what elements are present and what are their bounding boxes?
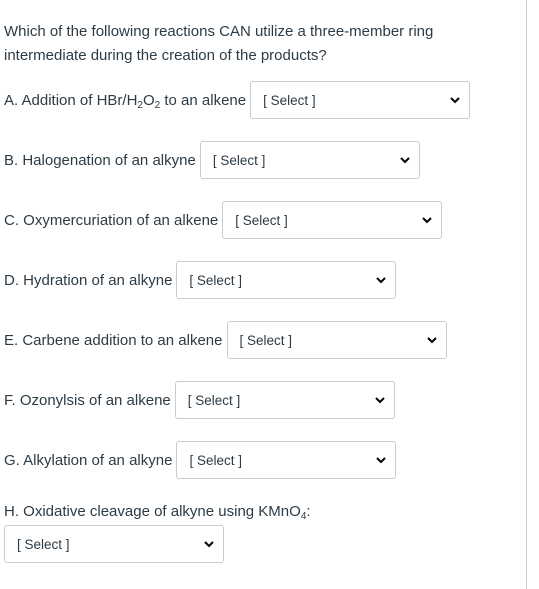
item-h-select[interactable] [4, 525, 224, 563]
item-c-select[interactable] [222, 201, 442, 239]
item-c-label: C. Oxymercuriation of an alkene [4, 211, 219, 229]
chevron-down-icon [426, 334, 438, 346]
item-g [4, 441, 396, 479]
item-f [4, 381, 395, 419]
item-a-select[interactable] [250, 81, 470, 119]
item-e-select-value: [ Select ] [239, 332, 293, 348]
content-border [526, 0, 527, 589]
item-f-select-value: [ Select ] [187, 392, 241, 408]
chevron-down-icon [203, 538, 215, 550]
question-text: Which of the following reactions CAN utilize a three-member ring intermediate during the creation of the products? [4, 23, 434, 64]
item-c [4, 201, 442, 239]
item-d-label: D. Hydration of an alkyne [4, 271, 173, 289]
item-a-select-value: [ Select ] [263, 92, 316, 108]
item-f-label: F. Ozonylsis of an alkene [4, 391, 171, 409]
item-g-select-value: [ Select ] [189, 452, 242, 468]
item-e-select[interactable] [227, 321, 447, 359]
chevron-down-icon [421, 214, 433, 226]
item-a-label: A. Addition of HBr/$H_2O_2$ to an alkene [4, 91, 247, 111]
chevron-down-icon [374, 394, 386, 406]
item-b-select[interactable] [200, 141, 420, 179]
item-g-select[interactable] [176, 441, 396, 479]
item-b-label: B. Halogenation of an alkyne [4, 151, 196, 169]
item-h-select-value: [ Select ] [17, 536, 70, 552]
item-b-select-value: [ Select ] [212, 152, 266, 168]
item-a [4, 81, 470, 119]
item-d [4, 261, 396, 299]
item-b [4, 141, 420, 179]
item-d-select-value: [ Select ] [189, 272, 242, 288]
chevron-down-icon [375, 274, 387, 286]
item-f-select[interactable] [175, 381, 395, 419]
chevron-down-icon [375, 454, 387, 466]
item-d-select[interactable] [176, 261, 396, 299]
item-c-select-value: [ Select ] [235, 212, 288, 228]
item-e-label: E. Carbene addition to an alkene [4, 331, 223, 349]
item-g-label: G. Alkylation of an alkyne [4, 451, 173, 469]
chevron-down-icon [449, 94, 461, 106]
item-e [4, 321, 447, 359]
item-h-label: H. Oxidative cleavage of alkyne using KMnO$_4$: [4, 503, 311, 522]
chevron-down-icon [399, 154, 411, 166]
